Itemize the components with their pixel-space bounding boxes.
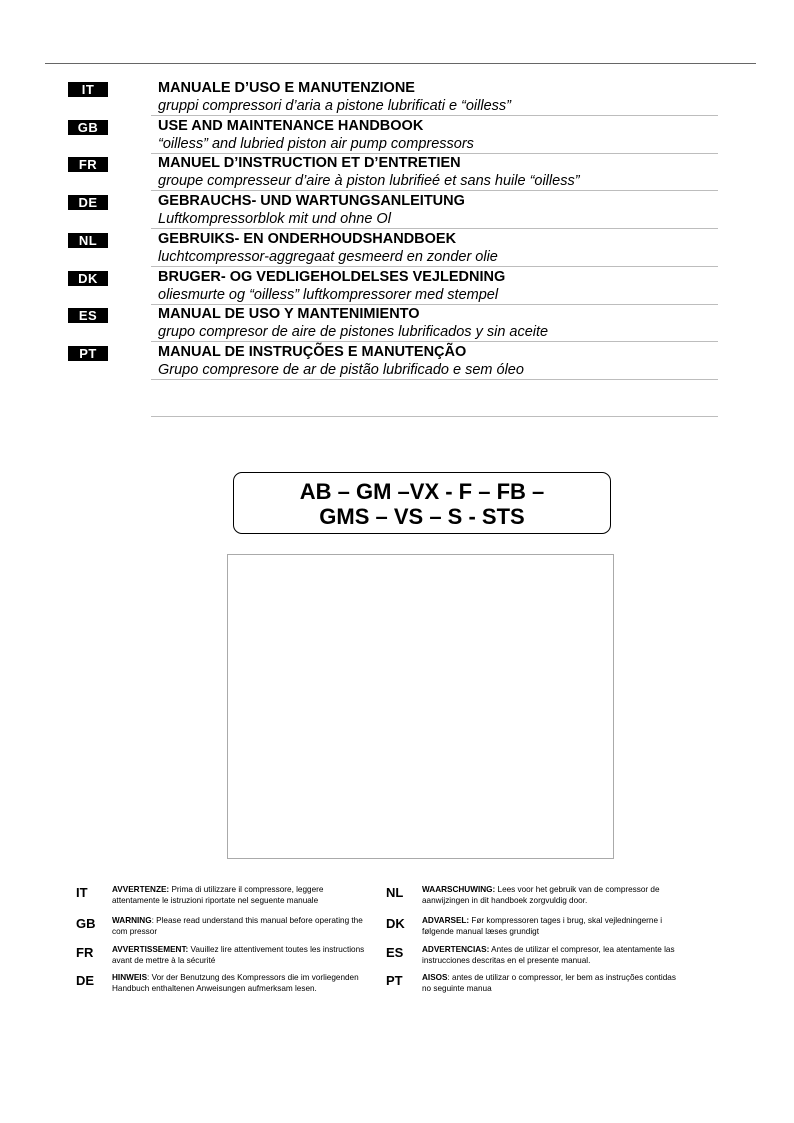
language-row-gb — [0, 116, 794, 154]
manual-subtitle: groupe compresseur d’aire à piston lubrifieé et sans huile “oilless” — [158, 173, 580, 190]
language-code-badge: GB — [68, 120, 108, 135]
manual-title: USE AND MAINTENANCE HANDBOOK — [158, 117, 424, 134]
manual-title: MANUALE D’USO E MANUTENZIONE — [158, 80, 415, 96]
model-list-line-1: AB – GM –VX - F – FB – — [299, 479, 545, 504]
warning-language-code: NL — [386, 885, 404, 900]
manual-title: MANUAL DE USO Y MANTENIMIENTO — [158, 306, 420, 323]
warning-body: : Vor der Benutzung des Kompressors die im vorliegenden Handbuch enthaltenen Anweisungen aufmerksam lesen. — [112, 973, 359, 993]
warning-label: ADVARSEL: — [422, 916, 470, 925]
warning-text — [422, 916, 682, 938]
language-row-de — [0, 191, 794, 229]
manual-subtitle: Luftkompressorblok mit und ohne Ol — [158, 211, 391, 228]
warning-text — [422, 885, 682, 907]
language-code-badge: IT — [68, 82, 108, 97]
warning-label: ADVERTENCIAS: — [422, 945, 490, 954]
model-list-line-2: GMS – VS – S - STS — [319, 504, 525, 529]
manual-title: GEBRAUCHS- UND WARTUNGSANLEITUNG — [158, 193, 465, 210]
warning-body: Prima di utilizzare il compressore, leggere attentamente le istruzioni riportate nel seguente manuale — [112, 885, 324, 905]
manual-subtitle: gruppi compressori d’aria a pistone lubrificati e “oilless” — [158, 98, 511, 114]
language-code-badge: DK — [68, 271, 108, 286]
warning-language-code: ES — [386, 945, 404, 960]
language-row-nl — [0, 229, 794, 267]
warning-text — [112, 945, 372, 967]
warning-body: : Please read understand this manual before operating the com pressor — [112, 916, 363, 936]
warning-text — [112, 885, 372, 907]
language-code-badge: FR — [68, 157, 108, 172]
language-row-pt — [0, 342, 794, 380]
warning-body: : antes de utilizar o compressor, ler bem as instruções contidas no seguinte manua — [422, 973, 676, 993]
warning-label: WAARSCHUWING: — [422, 885, 496, 894]
manual-subtitle: “oilless” and lubried piston air pump compressors — [158, 135, 474, 152]
manual-title: GEBRUIKS- EN ONDERHOUDSHANDBOEK — [158, 230, 457, 247]
warning-language-code: FR — [76, 945, 94, 960]
warning-label: AVVERTISSEMENT: — [112, 945, 189, 954]
warning-label: AISOS — [422, 973, 448, 982]
warning-body: Før kompressoren tages i brug, skal vejledningerne i følgende manual læses grundigt — [422, 916, 663, 936]
manual-title: MANUAL DE INSTRUÇÕES E MANUTENÇÃO — [158, 343, 467, 360]
warning-text — [422, 973, 682, 995]
warning-label: AVVERTENZE: — [112, 885, 170, 894]
model-list-box — [233, 472, 611, 534]
manual-title: MANUEL D’INSTRUCTION ET D’ENTRETIEN — [158, 155, 461, 172]
language-row-it — [0, 78, 794, 116]
row-divider — [151, 379, 718, 380]
warning-body: Lees voor het gebruik van de compressor de aanwijzingen in dit handboek zorgvuldig door. — [422, 885, 660, 905]
top-rule — [45, 63, 756, 64]
warning-language-code: IT — [76, 885, 88, 900]
warning-label: WARNING — [112, 916, 152, 925]
warning-text — [112, 973, 372, 995]
language-row-dk — [0, 267, 794, 305]
section-divider — [151, 416, 718, 417]
warning-body: Antes de utilizar el compresor, lea atentamente las instrucciones descritas en el presente manual. — [422, 945, 675, 965]
warning-language-code: DK — [386, 916, 405, 931]
manual-subtitle: grupo compresor de aire de pistones lubrificados y sin aceite — [158, 324, 549, 341]
product-image-frame — [227, 554, 614, 859]
manual-subtitle: oliesmurte og “oilless” luftkompressorer med stempel — [158, 286, 499, 303]
manual-subtitle: Grupo compresore de ar de pistão lubrificado e sem óleo — [158, 361, 524, 378]
language-code-badge: DE — [68, 195, 108, 210]
language-row-es — [0, 304, 794, 342]
warning-language-code: PT — [386, 973, 403, 988]
warning-language-code: GB — [76, 916, 96, 931]
warning-text — [422, 945, 682, 967]
language-code-badge: ES — [68, 308, 108, 323]
language-code-badge: PT — [68, 346, 108, 361]
language-row-fr — [0, 153, 794, 191]
language-code-badge: NL — [68, 233, 108, 248]
warning-language-code: DE — [76, 973, 95, 988]
warning-text — [112, 916, 372, 938]
manual-subtitle: luchtcompressor-aggregaat gesmeerd en zonder olie — [158, 248, 498, 265]
warning-label: HINWEIS — [112, 973, 148, 982]
warning-body: Vauillez lire attentivement toutes les instructions avant de mettre à la sécurité — [112, 945, 365, 965]
manual-title: BRUGER- OG VEDLIGEHOLDELSES VEJLEDNING — [158, 268, 506, 285]
